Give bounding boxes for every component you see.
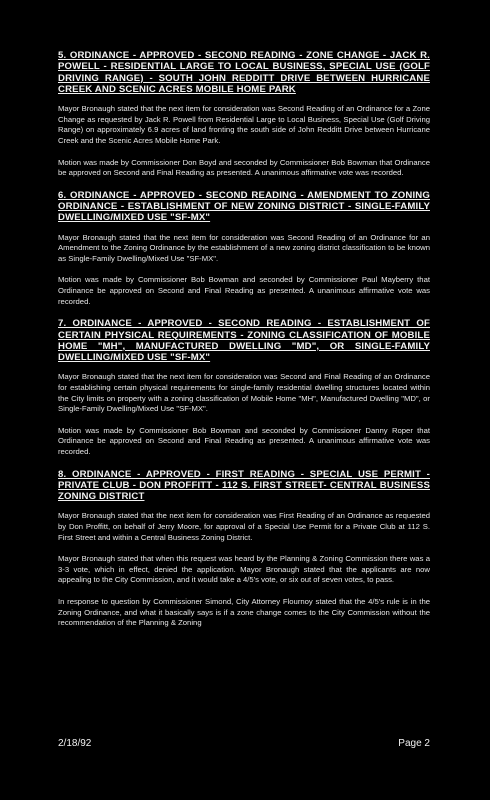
agenda-item-7 — [58, 318, 430, 457]
item-heading: 6. ORDINANCE - APPROVED - SECOND READING - AMENDMENT TO ZONING ORDINANCE - ESTABLISHMENT OF NEW ZONING DISTRICT - SINGLE-FAMILY DWELLING/MIXED USE "SF-MX" — [58, 189, 430, 224]
item-paragraph: Motion was made by Commissioner Don Boyd and seconded by Commissioner Bob Bowman that Ordinance be approved on Second and Final Reading as presented. A unanimous affirmative vote was recorded. — [58, 157, 430, 178]
agenda-item-8 — [58, 469, 430, 629]
item-paragraph: Motion was made by Commissioner Bob Bowman and seconded by Commissioner Paul Mayberry that Ordinance be approved on Second and Final Reading as presented. A unanimous affirmative vote was recorded. — [58, 275, 430, 306]
agenda-item-5 — [58, 50, 430, 179]
item-paragraph: Mayor Bronaugh stated that the next item for consideration was First Reading of an Ordinance as requested by Don Proffitt, on behalf of Jerry Moore, for approval of a Special Use Permit for a Private Club at 112 S. First Street and within a Central Business Zoning District. — [58, 511, 430, 542]
item-paragraph: Mayor Bronaugh stated that the next item for consideration was Second and Final Reading of an Ordinance for establishing certain physical requirements for single-family residential dwelling structures located within the City limits on property with a zoning classification of Mobile Home "MH", Manufactured Dwelling "MD", or Single-Family Dwelling/Mixed Use "SF-MX". — [58, 372, 430, 414]
agenda-item-6 — [58, 190, 430, 307]
item-heading: 5. ORDINANCE - APPROVED - SECOND READING - ZONE CHANGE - JACK R. POWELL - RESIDENTIAL LARGE TO LOCAL BUSINESS, SPECIAL USE (GOLF DRIVING RANGE) - SOUTH JOHN REDDITT DRIVE BETWEEN HURRICANE CREEK AND SCENIC ACRES MOBILE HOME PARK — [58, 50, 430, 95]
item-heading: 7. ORDINANCE - APPROVED - SECOND READING - ESTABLISHMENT OF CERTAIN PHYSICAL REQUIREMENTS - ZONING CLASSIFICATION OF MOBILE HOME "MH", MANUFACTURED DWELLING "MD", OR SINGLE-FAMILY DWELLING/MIXED USE "SF-MX" — [58, 318, 430, 364]
footer-page-number: Page 2 — [398, 738, 430, 749]
page-footer — [58, 738, 430, 749]
document-page — [58, 50, 430, 640]
item-paragraph: Motion was made by Commissioner Bob Bowman and seconded by Commissioner Danny Roper that Ordinance be approved on Second and Final Reading as presented. A unanimous affirmative vote was recorded. — [58, 425, 430, 456]
footer-date: 2/18/92 — [58, 738, 92, 749]
item-paragraph: Mayor Bronaugh stated that the next item for consideration was Second Reading of an Ordinance for a Zone Change as requested by Jack R. Powell from Residential Large to Local Business, Special Use (Golf Driving Range) on approximately 6.9 acres of land fronting the south side of John Redditt Drive between Hurricane Creek and the Scenic Acres Mobile Home Park. — [58, 104, 430, 145]
item-paragraph: Mayor Bronaugh stated that when this request was heard by the Planning & Zoning Commission there was a 3-3 vote, which in effect, denied the application. Mayor Bronaugh stated that the applicants are now appealing to the City Commission, and it would take a 4/5's vote, or six out of seven votes, to pass. — [58, 554, 430, 585]
item-paragraph: Mayor Bronaugh stated that the next item for consideration was Second Reading of an Ordinance for an Amendment to the Zoning Ordinance by the establishment of a new zoning district classification to be known as Single-Family Dwelling/Mixed Use "SF-MX". — [58, 232, 430, 263]
item-heading: 8. ORDINANCE - APPROVED - FIRST READING - SPECIAL USE PERMIT - PRIVATE CLUB - DON PROFFITT - 112 S. FIRST STREET- CENTRAL BUSINESS ZONING DISTRICT — [58, 468, 430, 503]
item-paragraph: In response to question by Commissioner Simond, City Attorney Flournoy stated that the 4/5's rule is in the Zoning Ordinance, and what it basically says is if a zone change comes to the City Commission without the recommendation of the Planning & Zoning — [58, 597, 430, 628]
